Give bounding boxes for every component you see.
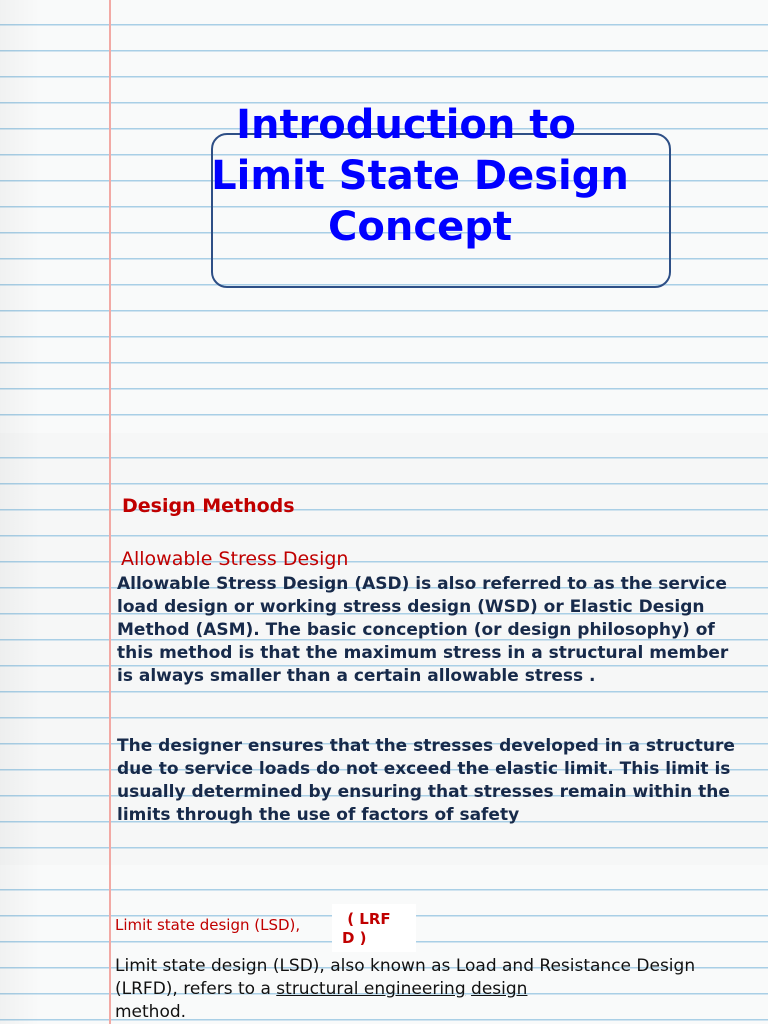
paper-edge-shadow [0,433,40,865]
title-line-2: Limit State Design [211,153,629,199]
paper-margin-line [109,433,111,865]
paper-edge-shadow [0,865,40,1024]
title-slide [0,0,768,433]
title-line-3: Concept [328,204,512,250]
paper-margin-line [109,865,111,1024]
section-heading: Design Methods [122,495,295,517]
lsd-text-part-1: Limit state design (LSD), also known as Load and Resistance Design (LRFD), refers to a [115,956,696,999]
limit-state-slide [0,865,768,1024]
lsd-paragraph [115,955,745,1024]
slide-title [170,100,670,253]
title-line-1: Introduction to [236,102,576,148]
lsd-label: Limit state design (LSD), [115,916,301,934]
paper-margin-line [109,0,111,433]
design-methods-slide [0,433,768,865]
lrfd-tag: ( LRF D ) [342,910,391,947]
design-link[interactable]: design [471,979,528,999]
section-subheading: Allowable Stress Design [121,548,349,570]
lrfd-tag-box [332,904,416,952]
structural-engineering-link[interactable]: structural engineering [276,979,466,999]
paper-edge-shadow [0,0,40,433]
designer-paragraph: The designer ensures that the stresses developed in a structure due to service loads do not exceed the elastic limit. This limit is usually determined by ensuring that stresses remain within the limits through the use of factors of safety [117,736,735,825]
asd-paragraph: Allowable Stress Design (ASD) is also referred to as the service load design or working stress design (WSD) or Elastic Design Method (ASM). The basic conception (or design philosophy) of this method is that the maximum stress in a structural member is always smaller than a certain allowable stress . [117,574,729,686]
lsd-text-part-2: method. [115,1002,187,1022]
